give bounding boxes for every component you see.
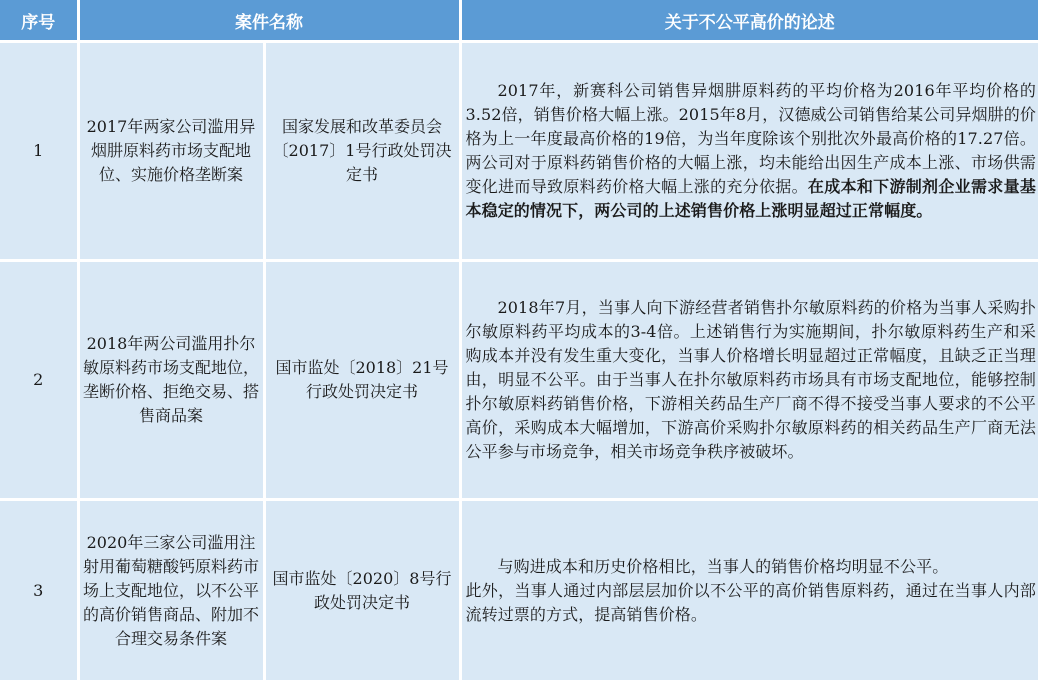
case-name: 2017年两家公司滥用异烟肼原料药市场支配地位、实施价格垄断案 (78, 42, 264, 261)
case-name: 2018年两公司滥用扑尔敏原料药市场支配地位，垄断价格、拒绝交易、搭售商品案 (78, 261, 264, 500)
header-no: 序号 (0, 0, 78, 42)
row-number: 3 (0, 500, 78, 682)
description-text: 2018年7月，当事人向下游经营者销售扑尔敏原料药的价格为当事人采购扑尔敏原料药平均成本的3-4倍。上述销售行为实施期间，扑尔敏原料药生产和采购成本并没有发生重大变化，当事人价格增长明显超过正常幅度，且缺乏正当理由，明显不公平。由于当事人在扑尔敏原料药市场具有市场支配地位，能够控制扑尔敏原料药销售价格，下游相关药品生产厂商不得不接受当事人要求的不公平高价，采购成本大幅增加，下游高价采购扑尔敏原料药的相关药品生产厂商无法公平参与市场竞争，相关市场竞争秩序被破坏。 (465, 298, 1036, 461)
description-text: 2017年，新赛科公司销售异烟肼原料药的平均价格为2016年平均价格的3.52倍，销售价格大幅上涨。2015年8月，汉德威公司销售给某公司异烟肼的价格为上一年度最高价格的19倍，为当年度除该个别批次外最高价格的17.27倍。两公司对于原料药销售价格的大幅上涨，均未能给出因生产成本上涨、市场供需变化进而导致原料药价格大幅上涨的充分依据。 (465, 81, 1036, 196)
row-number: 1 (0, 42, 78, 261)
description-bold-text: 在成本和下游制剂企业需求量基本稳定的情况下，两公司的上述销售价格上涨明显超过正常幅度。 (465, 177, 1036, 220)
decision-document: 国市监处〔2018〕21号行政处罚决定书 (264, 261, 460, 500)
table-row (0, 261, 1038, 500)
description-text-continued: 此外，当事人通过内部层层加价以不公平的高价销售原料药，通过在当事人内部流转过票的方式，提高销售价格。 (465, 580, 1036, 624)
case-description (460, 42, 1038, 261)
row-number: 2 (0, 261, 78, 500)
table-row (0, 500, 1038, 682)
decision-document: 国市监处〔2020〕8号行政处罚决定书 (264, 500, 460, 682)
header-description: 关于不公平高价的论述 (460, 0, 1038, 42)
case-name: 2020年三家公司滥用注射用葡萄糖酸钙原料药市场上支配地位，以不公平的高价销售商品、附加不合理交易条件案 (78, 500, 264, 682)
header-case-name: 案件名称 (78, 0, 460, 42)
table-row (0, 42, 1038, 261)
case-description (460, 261, 1038, 500)
case-description (460, 500, 1038, 682)
description-text: 与购进成本和历史价格相比，当事人的销售价格均明显不公平。 (497, 556, 949, 576)
header-row (0, 0, 1038, 42)
decision-document: 国家发展和改革委员会〔2017〕1号行政处罚决定书 (264, 42, 460, 261)
